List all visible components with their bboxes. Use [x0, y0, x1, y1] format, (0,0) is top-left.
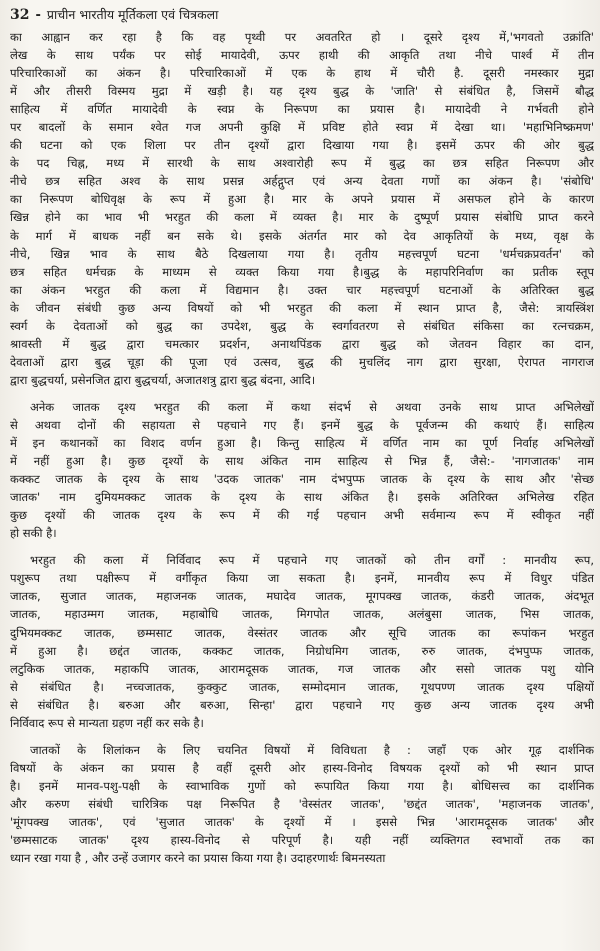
text-line: के पद चिह्न, मध्य में सारथी के साथ अश्वारोही रूप में बुद्ध का छत्र सहित निरूपण और [10, 156, 594, 171]
text-line: का आह्वान कर रहा है कि वह पृथ्वी पर अवतरित हो । दूसरे दृश्य में,'भगवतो उक्रांति' [10, 30, 594, 44]
text-line: लटुकिक जातक, महाकपि जातक, आरामदूसक जातक, गज जातक और ससो जातक पशु योनि [10, 661, 594, 676]
paragraph [10, 28, 594, 389]
text-line: पशुरूप तथा पक्षीरूप में वर्गीकृत किया जा सकता है। इनमें, मानवीय रूप में विधुर पंडित [10, 571, 594, 586]
text-line: 'मूंगपक्ख जातक', एवं 'सुजात जातक' के दृश्यों में । इससे भिन्न 'आरामदूसक जातक' और [10, 814, 594, 829]
text-line: दुभियमक्कट जातक, छम्मसाट जातक, वेस्संतर जातक और सूचि जातक का रूपांकन भरहुत [10, 625, 594, 640]
text-line: में हुआ है। छद्दंत जातक, कक्कट जातक, निग्रोधमिग जातक, रुरु जातक, दंभपुप्फ जातक, [10, 643, 594, 658]
text-line: का अंकन भरहुत की कला में विद्यमान है। उक्त चार महत्त्वपूर्ण घटनाओं के अतिरिक्त बुद्ध [10, 282, 594, 297]
text-line: के जीवन संबंधी कुछ अन्य विषयों को भी भरहुत की कला में स्थान प्राप्त है, जैसे: त्रायस्त्रिंश [10, 300, 594, 315]
paragraph [10, 741, 594, 867]
text-line: नीचे, खिन्न भाव के साथ बैठे दिखलाया गया है। तृतीय महत्त्वपूर्ण घटना 'धर्मचक्रप्रवर्तन' को [10, 246, 594, 261]
text-line: हो सकी है। [10, 526, 57, 541]
text-line: जातक, महाउम्मग जातक, महाबोधि जातक, मिगपोत जातक, अलंबुसा जातक, भिस जातक, [10, 607, 594, 622]
book-title: प्राचीन भारतीय मूर्तिकला एवं चित्रकला [46, 7, 219, 22]
text-line: से संबंधित है। बरुआ और बरुआ, सिन्हा' द्वारा पहचाने गए कुछ अन्य जातक दृश्य अभी [10, 697, 594, 712]
text-line: श्रावस्ती में बुद्ध द्वारा चमत्कार प्रदर्शन, अनाथपिंडक द्वारा बुद्ध को जेतवन विहार का दान, [10, 336, 594, 351]
text-line: में नहीं हुआ है। कुछ दृश्यों के साथ अंकित नाम साहित्य से भिन्न हैं, जैसे:- 'नागजातक' नाम [10, 454, 594, 469]
header-separator: - [35, 8, 41, 23]
text-line: से अथवा दोनों की सहायता से पहचाने गए हैं। इनमें बुद्ध के पूर्वजन्म की कथाएं हैं। साहित्य [10, 417, 594, 432]
text-line: है। इनमें मानव-पशु-पक्षी के स्वाभाविक गुणों को रूपायित किया गया है। बोधिसत्त्व का दार्शनिक [10, 778, 594, 793]
text-line: ध्यान रखा गया है , और उन्हें उजागर करने का प्रयास किया गया है। उदाहरणार्थः बिमनस्यता [10, 851, 386, 866]
text-line: कुछ दृश्यों की जातक दृश्य के रूप में की गई पहचान अभी सर्वमान्य रूप में स्वीकृत नहीं [10, 508, 594, 523]
text-line: परिचारिकाओं का अंकन है। परिचारिकाओं में एक के हाथ में चौरी है. दूसरी नमस्कार मुद्रा [10, 66, 594, 81]
text-line: देवताओं द्वारा बुद्ध चूड़ा की पूजा एवं उत्सव, बुद्ध की मुचलिंद नाग द्वारा सुरक्षा, ऐरापत नागराज [10, 354, 594, 369]
text-line: साहित्य में वर्णित मायादेवी के स्वप्न के निरूपण का प्रयास है। मायादेवी ने गर्भवती होने [10, 102, 594, 117]
paragraph [10, 551, 594, 731]
text-line: कक्कट जातक के दृश्य के साथ 'उदक जातक' नाम दंभपुप्फ जातक के दृश्य के साथ और 'सेच्छ [10, 472, 594, 487]
text-line: खिन्न होने का भाव भी भरहुत की कला में व्यक्त है। मार के दुष्पूर्ण प्रयास संबोधि प्राप्त करने [10, 210, 594, 225]
page-number: 32 [10, 7, 30, 23]
text-line: नीचे छत्र सहित अश्व के साथ प्रसन्न अर्हद्गुप्त एवं अन्य देवता गणों का अंकन है। 'संबोधि' [10, 174, 594, 189]
body-text [10, 28, 594, 867]
text-line: से संबंधित है। नच्चजातक, कुक्कुट जातक, सम्मोदमान जातक, गूथपण्ण जातक दृश्य पक्षियों [10, 679, 594, 694]
text-line: जातक' नाम दुमियमक्कट जातक के दृश्य के साथ अंकित है। इसके अतिरिक्त अभिलेख रहित [10, 490, 594, 505]
text-line: लेख के साथ पर्यंक पर सोई मायादेवी, ऊपर हाथी की आकृति तथा नीचे पार्श्व में तीन [10, 48, 594, 63]
text-line: की घटना को एक शिला पर तीन दृश्यों द्वारा दिखाया गया है। इसमें ऊपर की ओर बुद्ध [10, 138, 594, 153]
text-line: के मार्ग में बाधक नहीं बन सके थे। इसके अंतर्गत मार को देव आकृतियों के मध्य, वृक्ष के [10, 228, 594, 243]
running-header [10, 6, 594, 26]
text-line: जातकों के शिलांकन के लिए चयनित विषयों में विविधता है : जहाँ एक ओर गूढ़ दार्शनिक [30, 742, 594, 757]
paragraph [10, 398, 594, 542]
text-line: विषयों के अंकन का प्रयास है वहीं दूसरी ओर हास्य-विनोद विषयक दृश्यों को भी स्थान प्राप्त [10, 760, 594, 775]
text-line: का निरूपण बोधिवृक्ष के रूप में हुआ है। मार के अपने प्रयास में असफल होने के कारण [10, 192, 594, 207]
text-line: स्वर्ग के देवताओं को बुद्ध का उपदेश, बुद्ध के स्वर्गावतरण से संबंधित संकिसा का रत्नचक्रम, [10, 318, 594, 333]
text-line: द्वारा बुद्धचर्या, प्रसेनजित द्वारा बुद्धचर्या, अजातशत्रु द्वारा बुद्ध बंदना, आदि। [10, 372, 316, 387]
text-line: पर बादलों के समान श्वेत गज अपनी कुक्षि में प्रविष्ट होते स्वप्न में देखा था। 'महाभिनिष्क्रमण' [10, 120, 594, 135]
text-line: भरहुत की कला में निर्विवाद रूप में पहचाने गए जातकों को तीन वर्गों : मानवीय रूप, [30, 553, 594, 568]
text-line: में इन कथानकों का विशद वर्णन हुआ है। किन्तु साहित्य में वर्णित नाम का पूर्ण निर्वाह अभिलेखों [10, 436, 594, 451]
text-line: छत्र सहित धर्मचक्र के माध्यम से व्यक्त किया गया है।बुद्ध के महापरिनिर्वाण का प्रतीक स्तूप [10, 264, 594, 279]
text-line: जातक, सुजात जातक, महाजनक जातक, मघादेव जातक, मूगपक्ख जातक, कंडरी जातक, अंदभूत [10, 589, 594, 604]
text-line: निर्विवाद रूप से मान्यता ग्रहण नहीं कर सके है। [10, 715, 204, 730]
text-line: 'छम्मसाटक जातक' दृश्य हास्य-विनोद से परिपूर्ण है। यही नहीं व्यक्तिगत स्वभावों तक का [10, 833, 594, 848]
text-line: अनेक जातक दृश्य भरहुत की कला में कथा संदर्भ से अथवा उनके साथ प्राप्त अभिलेखों [30, 399, 594, 414]
text-line: में और तीसरी विस्मय मुद्रा में खड़ी है। यह दृश्य बुद्ध के 'जाति' से संबंधित है, जिसमें बौद्ध [10, 84, 594, 99]
text-line: और करुण संबंधी चारित्रिक पक्ष निरूपित है 'वेस्संतर जातक', 'छद्दंत जातक', 'महाजनक जातक', [10, 796, 594, 811]
